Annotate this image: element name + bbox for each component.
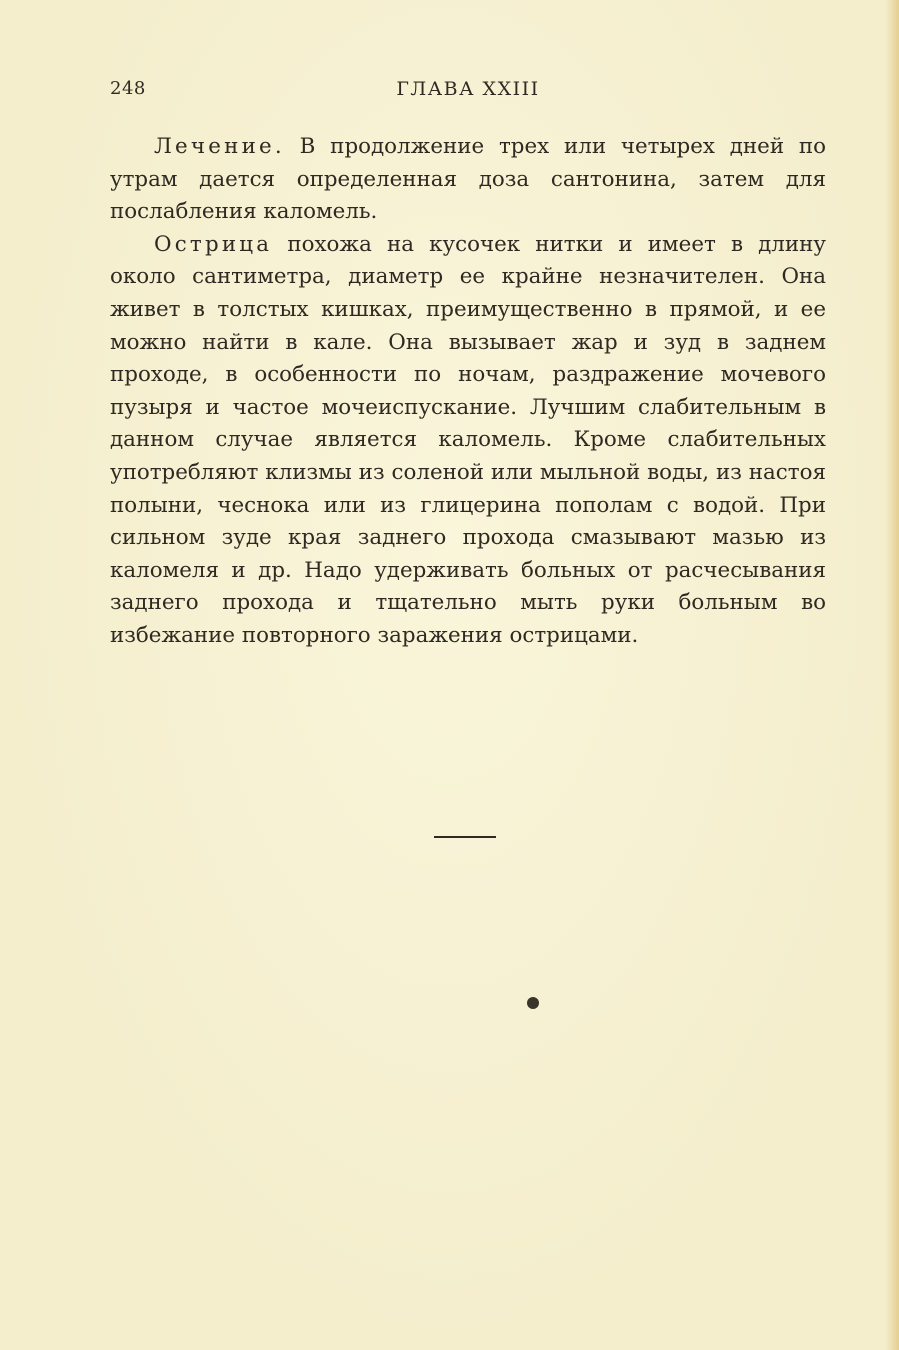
running-head: ГЛАВА XXIII — [396, 78, 540, 100]
paragraph-body: похожа на кусочек нитки и имеет в длину около сантиметра, диаметр ее крайне незначителен. Она живет в толстых кишках, преимущественно в прямой, и ее можно найти в кале. Она вызывает жар и зуд в заднем проходе, в особенности по ночам, раздражение мочевого пузыря и частое мочеиспускание. Лучшим слабительным в данном случае является каломель. Кроме слабительных употребляют клизмы из соленой или мыльной воды, из настоя полыни, чеснока или из глицерина пополам с водой. При сильном зуде края заднего прохода смазывают мазью из каломеля и др. Надо удерживать больных от расчесывания заднего прохода и тщательно мыть руки больным во избежание повторного заражения острицами. — [110, 231, 826, 648]
page-number: 248 — [110, 78, 146, 99]
paragraph-lead-term: Острица — [154, 231, 273, 257]
paragraph-lead-term: Лечение. — [154, 134, 285, 159]
paragraph-body: В продолжение трех или четырех дней по утрам дается определенная доза сантонина, затем для послабления каломель. — [110, 134, 826, 225]
paragraph-treatment — [110, 131, 826, 229]
paragraph-pinworm — [110, 229, 826, 653]
ink-dot-mark — [527, 997, 539, 1009]
section-end-rule — [434, 836, 496, 838]
page-edge-shading — [885, 0, 899, 1350]
page-header — [110, 78, 826, 104]
body-text — [110, 131, 826, 653]
